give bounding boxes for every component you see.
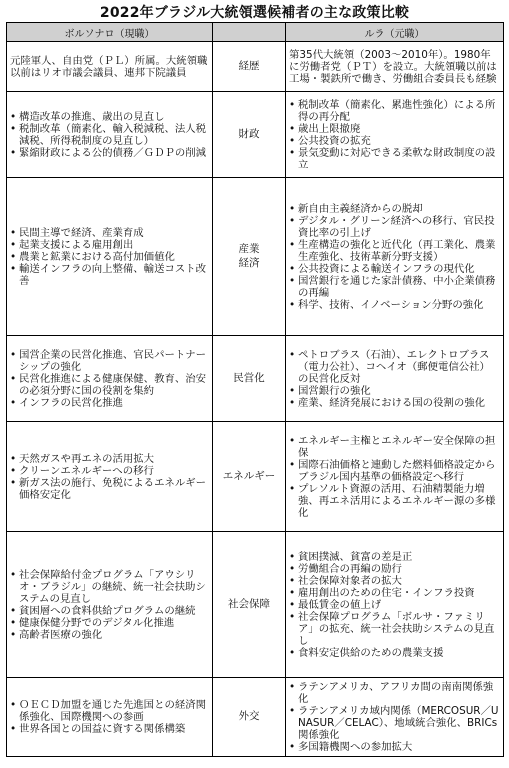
policy-item: • インフラの民営化推進 bbox=[10, 397, 209, 409]
policy-item: • 社会保障給付金プログラム「アウシリオ・ブラジル」の継続、統一社会扶助システムの見直し bbox=[10, 569, 209, 605]
policy-item: • 国営銀行を通じた家計債務、中小企業債務の再編 bbox=[289, 275, 500, 299]
policy-item: • 輸送インフラの向上整備、輸送コスト改善 bbox=[10, 263, 209, 287]
policy-item: • 社会保障対象者の拡大 bbox=[289, 575, 500, 587]
header-category bbox=[213, 23, 286, 42]
policy-item: • ペトロブラス（石油）、エレクトロブラス（電力公社）、コヘイオ（郵便電信公社）の民営化反対 bbox=[289, 349, 500, 385]
policy-item: • 民営化推進による健康保健、教育、治安の必須分野に国の役割を集約 bbox=[10, 373, 209, 397]
bolsonaro-policy-cell bbox=[7, 422, 213, 532]
category-label: 産業 経済 bbox=[213, 178, 286, 336]
policy-item: • 貧困層への食料供給プログラムの継続 bbox=[10, 605, 209, 617]
policy-item: • ラテンアメリカ域内関係（MERCOSUR／UNASUR／CELAC）、地域統合強化、BRICs関係強化 bbox=[289, 705, 500, 741]
bolsonaro-policy-cell bbox=[7, 92, 213, 178]
policy-item: • 税制改革（簡素化、累進性強化）による所得の再分配 bbox=[289, 99, 500, 123]
lula-policy-cell bbox=[286, 92, 504, 178]
header-bolsonaro: ボルソナロ（現職） bbox=[7, 23, 213, 42]
policy-item: • 食料安定供給のための農業支援 bbox=[289, 647, 500, 659]
policy-item: • 民間主導で経済、産業育成 bbox=[10, 227, 209, 239]
policy-item: • 多国籍機関への参加拡大 bbox=[289, 741, 500, 753]
bolsonaro-policy-cell bbox=[7, 336, 213, 422]
policy-item: • デジタル・グリーン経済への移行、官民投資比率の引上げ bbox=[289, 215, 500, 239]
policy-item: • 国営企業の民営化推進、官民パートナーシップの強化 bbox=[10, 349, 209, 373]
policy-comparison-table bbox=[6, 22, 504, 757]
policy-item: • 科学、技術、イノベーション分野の強化 bbox=[289, 299, 500, 311]
policy-item: • エネルギー主権とエネルギー安全保障の担保 bbox=[289, 435, 500, 459]
lula-policy-cell bbox=[286, 42, 504, 92]
policy-item: • 景気変動に対応できる柔軟な財政制度の設立 bbox=[289, 147, 500, 171]
policy-item: • 構造改革の推進、歳出の見直し bbox=[10, 111, 209, 123]
policy-item: • ラテンアメリカ、アフリカ間の南南関係強化 bbox=[289, 681, 500, 705]
policy-item: • 新ガス法の施行、免税によるエネルギー価格安定化 bbox=[10, 477, 209, 501]
bolsonaro-policy-cell bbox=[7, 42, 213, 92]
policy-item: 第35代大統領（2003〜2010年）。1980年に労働者党（ＰＴ）を設立。大統領職以前は工場・製鉄所で働き、労働組合委員長も経験 bbox=[289, 48, 497, 85]
policy-item: • プレソルト資源の活用、石油精製能力増強、再エネ活用によるエネルギー源の多様化 bbox=[289, 483, 500, 519]
policy-item: • 国際石油価格と連動した燃料価格設定からブラジル国内基準の価格設定へ移行 bbox=[289, 459, 500, 483]
policy-item: • 世界各国との国益に資する関係構築 bbox=[10, 723, 209, 735]
policy-item: • 農業と鉱業における高付加価値化 bbox=[10, 251, 209, 263]
category-label: 外交 bbox=[213, 678, 286, 757]
policy-item: • 健康保健分野でのデジタル化推進 bbox=[10, 617, 209, 629]
policy-item: • 最低賃金の値上げ bbox=[289, 599, 500, 611]
lula-policy-cell bbox=[286, 678, 504, 757]
policy-item: • 緊縮財政による公的債務／ＧＤＰの削減 bbox=[10, 147, 209, 159]
policy-item: • 貧困撲滅、貧富の差是正 bbox=[289, 551, 500, 563]
lula-policy-cell bbox=[286, 422, 504, 532]
category-label: エネルギー bbox=[213, 422, 286, 532]
header-lula: ルラ（元職） bbox=[286, 23, 504, 42]
policy-item: • 高齢者医療の強化 bbox=[10, 629, 209, 641]
page-title: 2022年ブラジル大統領選候補者の主な政策比較 bbox=[99, 5, 410, 21]
table-row bbox=[7, 336, 504, 422]
table-row bbox=[7, 42, 504, 92]
policy-item: • 税制改革（簡素化、輸入税減税、法人税減税、所得税制度の見直し） bbox=[10, 123, 209, 147]
lula-policy-cell bbox=[286, 336, 504, 422]
table-row bbox=[7, 422, 504, 532]
bolsonaro-policy-cell bbox=[7, 678, 213, 757]
table-row bbox=[7, 92, 504, 178]
policy-item: • 労働組合の再編の励行 bbox=[289, 563, 500, 575]
table-row bbox=[7, 678, 504, 757]
policy-item: • 産業、経済発展における国の役割の強化 bbox=[289, 397, 500, 409]
category-label: 社会保障 bbox=[213, 532, 286, 678]
policy-item: • クリーンエネルギーへの移行 bbox=[10, 465, 209, 477]
bolsonaro-policy-cell bbox=[7, 178, 213, 336]
policy-item: • 社会保障プログラム「ボルサ・ファミリア」の拡充、統一社会扶助システムの見直し bbox=[289, 611, 500, 647]
category-label: 経歴 bbox=[213, 42, 286, 92]
policy-item: • 公共投資による輸送インフラの現代化 bbox=[289, 263, 500, 275]
policy-item: • 生産構造の強化と近代化（再工業化、農業生産強化、技術革新分野支援） bbox=[289, 239, 500, 263]
policy-item: • ＯＥＣＤ加盟を通じた先進国との経済関係強化、国際機関への参画 bbox=[10, 699, 209, 723]
lula-policy-cell bbox=[286, 178, 504, 336]
policy-item: • 起業支援による雇用創出 bbox=[10, 239, 209, 251]
policy-item: • 新自由主義経済からの脱却 bbox=[289, 203, 500, 215]
table-row bbox=[7, 532, 504, 678]
policy-item: • 雇用創出のための住宅・インフラ投資 bbox=[289, 587, 500, 599]
policy-item: 元陸軍人、自由党（ＰＬ）所属。大統領職以前はリオ市議会議員、連邦下院議員 bbox=[10, 54, 208, 79]
lula-policy-cell bbox=[286, 532, 504, 678]
policy-item: • 天然ガスや再エネの活用拡大 bbox=[10, 453, 209, 465]
policy-item: • 公共投資の拡充 bbox=[289, 135, 500, 147]
policy-item: • 国営銀行の強化 bbox=[289, 385, 500, 397]
table-row bbox=[7, 178, 504, 336]
category-label: 財政 bbox=[213, 92, 286, 178]
policy-item: • 歳出上限撤廃 bbox=[289, 123, 500, 135]
bolsonaro-policy-cell bbox=[7, 532, 213, 678]
category-label: 民営化 bbox=[213, 336, 286, 422]
